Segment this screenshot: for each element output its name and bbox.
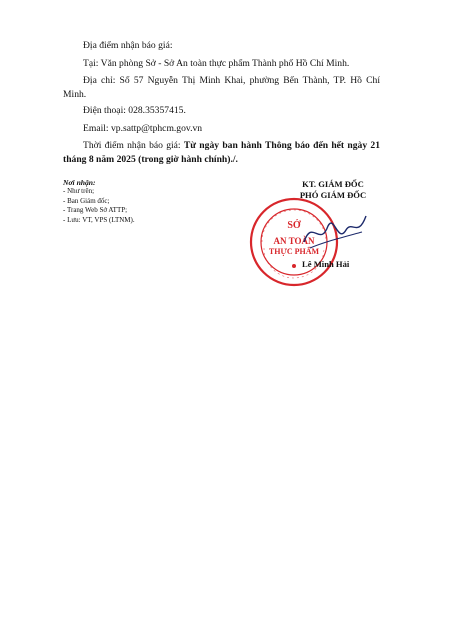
quote-location-address: Địa chỉ: Số 57 Nguyễn Thị Minh Khai, phường Bến Thành, TP. Hồ Chí Minh. (63, 75, 380, 100)
seal-center-line1: AN TOÀN (273, 236, 315, 246)
quote-location-label: Địa điểm nhận báo giá: (83, 40, 173, 51)
quote-location-phone: Điện thoại: 028.35357415. (83, 105, 186, 116)
quote-time-value: Từ ngày ban hành Thông báo đến hết ngày 21 tháng 8 năm 2025 (trong giờ hành chính)./. (63, 140, 380, 165)
recipients-block (63, 178, 135, 225)
seal-top-text: SỞ (287, 220, 301, 231)
quote-location-at: Tại: Văn phòng Sở - Sở An toàn thực phẩm Thành phố Hồ Chí Minh. (83, 58, 350, 69)
signature-title-line1: KT. GIÁM ĐỐC (302, 179, 364, 189)
recipient-item: - Như trên; (63, 187, 95, 196)
quote-time-prefix: Thời điểm nhận báo giá: (83, 140, 184, 151)
recipient-item: - Ban Giám đốc; (63, 196, 110, 205)
recipients-heading: Nơi nhận: (63, 178, 96, 187)
signer-name: Lê Minh Hải (302, 259, 350, 269)
signature-title-line2: PHÓ GIÁM ĐỐC (299, 189, 367, 200)
recipients-list (63, 187, 135, 225)
handwritten-signature (300, 208, 370, 258)
seal-star-icon (292, 264, 296, 268)
recipient-item: - Lưu: VT, VPS (LTNM). (63, 215, 135, 224)
quote-location-email: Email: vp.sattp@tphcm.gov.vn (83, 123, 203, 134)
seal-center-line2: THỰC PHẨM (268, 247, 320, 256)
recipient-item: - Trang Web Sở ATTP; (63, 206, 128, 215)
quote-time-paragraph (63, 139, 380, 167)
